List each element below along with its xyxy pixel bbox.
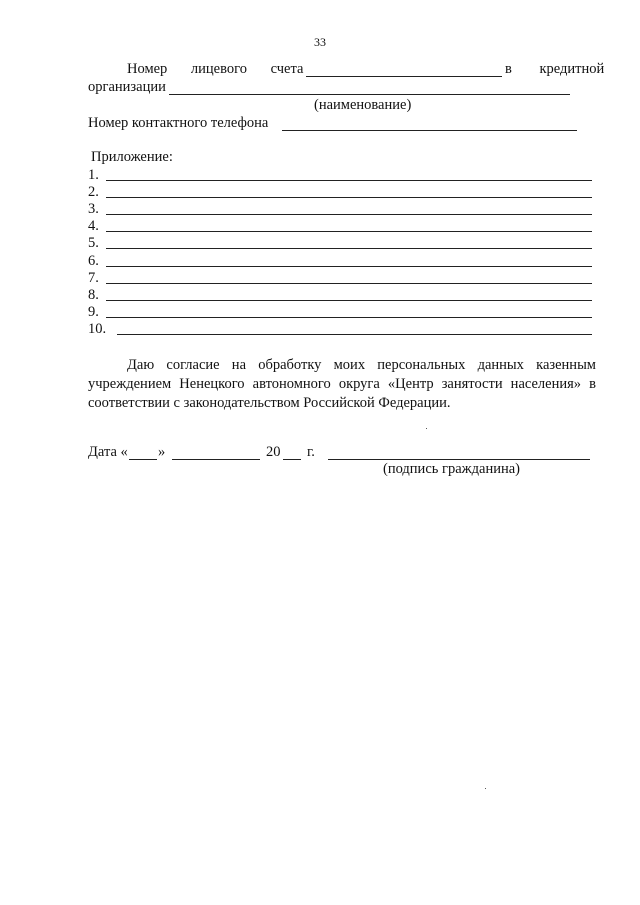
- attachment-number: 1.: [88, 167, 99, 183]
- attachment-line-field[interactable]: [106, 300, 592, 301]
- date-month-field[interactable]: [172, 459, 260, 460]
- date-day-field[interactable]: [129, 459, 157, 460]
- year-prefix: 20: [266, 444, 281, 460]
- organization-name-caption: (наименование): [314, 97, 412, 113]
- attachment-line-field[interactable]: [106, 197, 592, 198]
- phone-label: Номер контактного телефона: [88, 115, 269, 131]
- attachment-number: 9.: [88, 304, 99, 320]
- attachment-number: 10.: [88, 321, 107, 337]
- attachment-line-field[interactable]: [106, 180, 592, 181]
- year-suffix: г.: [307, 444, 315, 460]
- date-prefix: Дата «: [88, 444, 128, 460]
- phone-field[interactable]: [282, 130, 577, 131]
- attachment-line-field[interactable]: [106, 214, 592, 215]
- bank-label: в кредитной: [505, 61, 605, 77]
- attachment-number: 5.: [88, 235, 99, 251]
- attachment-number: 4.: [88, 218, 99, 234]
- year-field[interactable]: [283, 459, 301, 460]
- attachment-line-field[interactable]: [106, 266, 592, 267]
- attachment-number: 2.: [88, 184, 99, 200]
- organization-label: организации: [88, 79, 166, 95]
- signature-caption: (подпись гражданина): [383, 461, 520, 477]
- attachment-number: 3.: [88, 201, 99, 217]
- scan-speck: [426, 428, 427, 429]
- page-number: 33: [314, 35, 326, 49]
- attachment-line-field[interactable]: [106, 231, 592, 232]
- attachment-number: 7.: [88, 270, 99, 286]
- consent-text: Даю согласие на обработку моих персональных данных казенным учреждением Ненецкого автономного округа «Центр занятости населения» в соответствии с законодательством Российской Федерации.: [88, 357, 596, 411]
- consent-paragraph: [88, 356, 596, 413]
- date-quote-close: »: [158, 444, 166, 460]
- account-number-field[interactable]: [306, 76, 502, 77]
- attachment-line-field[interactable]: [106, 283, 592, 284]
- organization-name-field[interactable]: [169, 94, 570, 95]
- attachment-line-field[interactable]: [117, 334, 592, 335]
- scan-speck: [485, 788, 486, 789]
- signature-field[interactable]: [328, 459, 590, 460]
- attachment-line-field[interactable]: [106, 248, 592, 249]
- attachment-number: 6.: [88, 253, 99, 269]
- account-number-label: Номер лицевого счета: [127, 61, 304, 77]
- attachments-title: Приложение:: [91, 149, 173, 165]
- attachment-line-field[interactable]: [106, 317, 592, 318]
- attachment-number: 8.: [88, 287, 99, 303]
